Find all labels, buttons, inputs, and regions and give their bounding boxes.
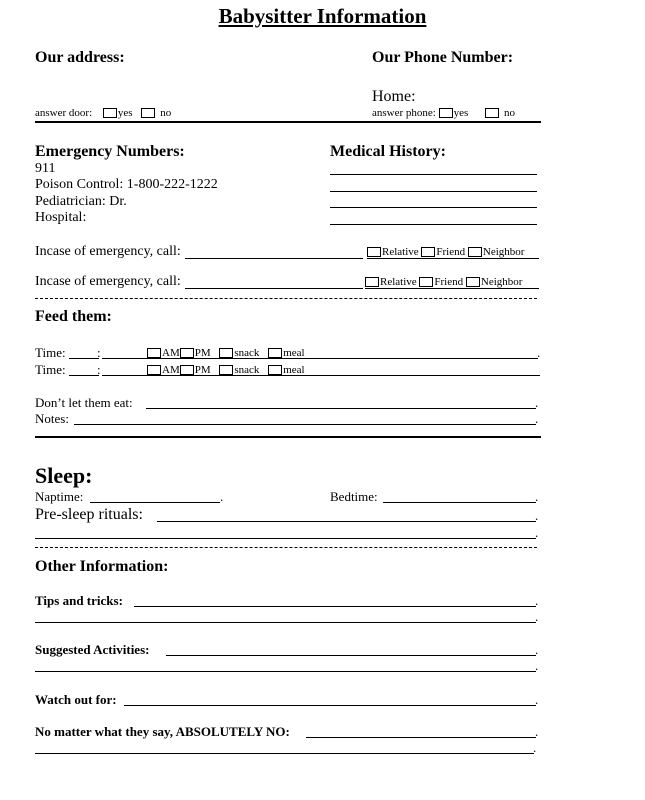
line-period: .: [220, 489, 224, 504]
incase-field[interactable]: [185, 258, 363, 259]
incase-options-underline: [365, 288, 539, 289]
neighbor-label: Neighbor: [480, 276, 523, 288]
rituals-field[interactable]: [157, 521, 536, 522]
absolutely-no-label: No matter what they say, ABSOLUTELY NO:: [35, 724, 290, 739]
absolutely-no-field[interactable]: [35, 753, 534, 754]
emergency-line: Pediatrician: Dr.: [35, 194, 127, 209]
dashed-divider: [35, 547, 537, 548]
am-checkbox[interactable]: [147, 365, 161, 375]
dont-eat-label: Don’t let them eat:: [35, 395, 133, 410]
line-period: .: [537, 345, 541, 360]
absolutely-no-field[interactable]: [306, 737, 536, 738]
notes-field[interactable]: [74, 424, 536, 425]
answer-phone-no-label: no: [504, 107, 516, 119]
answer-door-no-checkbox[interactable]: [141, 108, 155, 118]
dashed-divider: [35, 298, 537, 299]
relative-label: Relative: [380, 276, 417, 288]
emergency-heading: Emergency Numbers:: [35, 143, 185, 160]
answer-phone-yes-checkbox[interactable]: [439, 108, 453, 118]
answer-phone-no-checkbox[interactable]: [485, 108, 499, 118]
activities-field[interactable]: [166, 655, 536, 656]
answer-phone-label: answer phone:: [372, 107, 436, 119]
time-hour-field[interactable]: [69, 358, 99, 359]
time-label: Time:: [35, 362, 66, 377]
incase-label: Incase of emergency, call:: [35, 244, 181, 259]
incase-label: Incase of emergency, call:: [35, 274, 181, 289]
bedtime-label: Bedtime:: [330, 489, 378, 504]
medical-history-field[interactable]: [330, 224, 537, 225]
relative-checkbox[interactable]: [367, 247, 381, 257]
activities-label: Suggested Activities:: [35, 642, 150, 657]
phone-heading: Our Phone Number:: [372, 49, 514, 66]
naptime-field[interactable]: [90, 502, 220, 503]
time-options: [147, 347, 305, 359]
medical-heading: Medical History:: [330, 143, 446, 160]
tips-label: Tips and tricks:: [35, 593, 123, 608]
line-period: .: [535, 395, 539, 410]
answer-phone-yes-label: yes: [453, 107, 469, 119]
naptime-label: Naptime:: [35, 489, 84, 504]
line-period: .: [535, 609, 539, 624]
line-period: .: [535, 642, 539, 657]
meal-label: meal: [283, 364, 305, 376]
snack-label: snack: [234, 347, 260, 359]
friend-checkbox[interactable]: [421, 247, 435, 257]
watch-field[interactable]: [124, 705, 536, 706]
line-period: .: [535, 411, 539, 426]
bedtime-field[interactable]: [383, 502, 536, 503]
answer-door-label: answer door:: [35, 107, 93, 119]
medical-history-field[interactable]: [330, 191, 537, 192]
snack-checkbox[interactable]: [219, 365, 233, 375]
answer-door-no-label: no: [160, 107, 172, 119]
home-phone-label: Home:: [372, 88, 416, 105]
am-label: AM: [162, 364, 180, 376]
time-colon: :: [97, 362, 101, 377]
neighbor-checkbox[interactable]: [466, 277, 480, 287]
incase-field[interactable]: [185, 288, 363, 289]
answer-door-yes-checkbox[interactable]: [103, 108, 117, 118]
pm-checkbox[interactable]: [180, 365, 194, 375]
snack-checkbox[interactable]: [219, 348, 233, 358]
page-title: Babysitter Information: [218, 4, 427, 28]
tips-field[interactable]: [35, 622, 536, 623]
rituals-field[interactable]: [35, 538, 536, 539]
activities-field[interactable]: [35, 671, 536, 672]
line-period: .: [535, 658, 539, 673]
pm-checkbox[interactable]: [180, 348, 194, 358]
time-options: [147, 364, 305, 376]
dont-eat-field[interactable]: [146, 408, 536, 409]
line-period: .: [535, 489, 539, 504]
address-heading: Our address:: [35, 49, 125, 66]
answer-phone-row: [372, 107, 515, 119]
emergency-line: Poison Control: 1-800-222-1222: [35, 177, 218, 192]
friend-label: Friend: [434, 276, 464, 288]
pm-label: PM: [194, 347, 211, 359]
time-colon: :: [97, 345, 101, 360]
meal-checkbox[interactable]: [268, 365, 282, 375]
line-period: .: [535, 692, 539, 707]
incase-options: [365, 276, 522, 288]
feed-heading: Feed them:: [35, 308, 112, 325]
sleep-heading: Sleep:: [35, 463, 93, 488]
neighbor-checkbox[interactable]: [468, 247, 482, 257]
friend-checkbox[interactable]: [419, 277, 433, 287]
emergency-line: 911: [35, 161, 56, 176]
line-period: .: [535, 508, 539, 523]
relative-label: Relative: [382, 246, 419, 258]
section-divider: [35, 436, 541, 438]
friend-label: Friend: [436, 246, 466, 258]
incase-options-underline: [367, 258, 539, 259]
snack-label: snack: [234, 364, 260, 376]
neighbor-label: Neighbor: [482, 246, 525, 258]
notes-label: Notes:: [35, 411, 69, 426]
meal-checkbox[interactable]: [268, 348, 282, 358]
line-period: .: [535, 593, 539, 608]
answer-door-yes-label: yes: [117, 107, 133, 119]
watch-label: Watch out for:: [35, 692, 117, 707]
tips-field[interactable]: [134, 606, 536, 607]
time-label: Time:: [35, 345, 66, 360]
meal-label: meal: [283, 347, 305, 359]
incase-options: [367, 246, 524, 258]
emergency-line: Hospital:: [35, 210, 87, 225]
am-label: AM: [162, 347, 180, 359]
line-period: .: [535, 525, 539, 540]
answer-door-row: [35, 107, 171, 119]
am-checkbox[interactable]: [147, 348, 161, 358]
line-period: .: [535, 724, 539, 739]
relative-checkbox[interactable]: [365, 277, 379, 287]
section-divider: [35, 121, 541, 123]
rituals-label: Pre-sleep rituals:: [35, 506, 143, 523]
time-hour-field[interactable]: [69, 375, 99, 376]
medical-history-field[interactable]: [330, 174, 537, 175]
other-heading: Other Information:: [35, 558, 169, 575]
medical-history-field[interactable]: [330, 207, 537, 208]
pm-label: PM: [194, 364, 211, 376]
line-period: .: [533, 740, 537, 755]
